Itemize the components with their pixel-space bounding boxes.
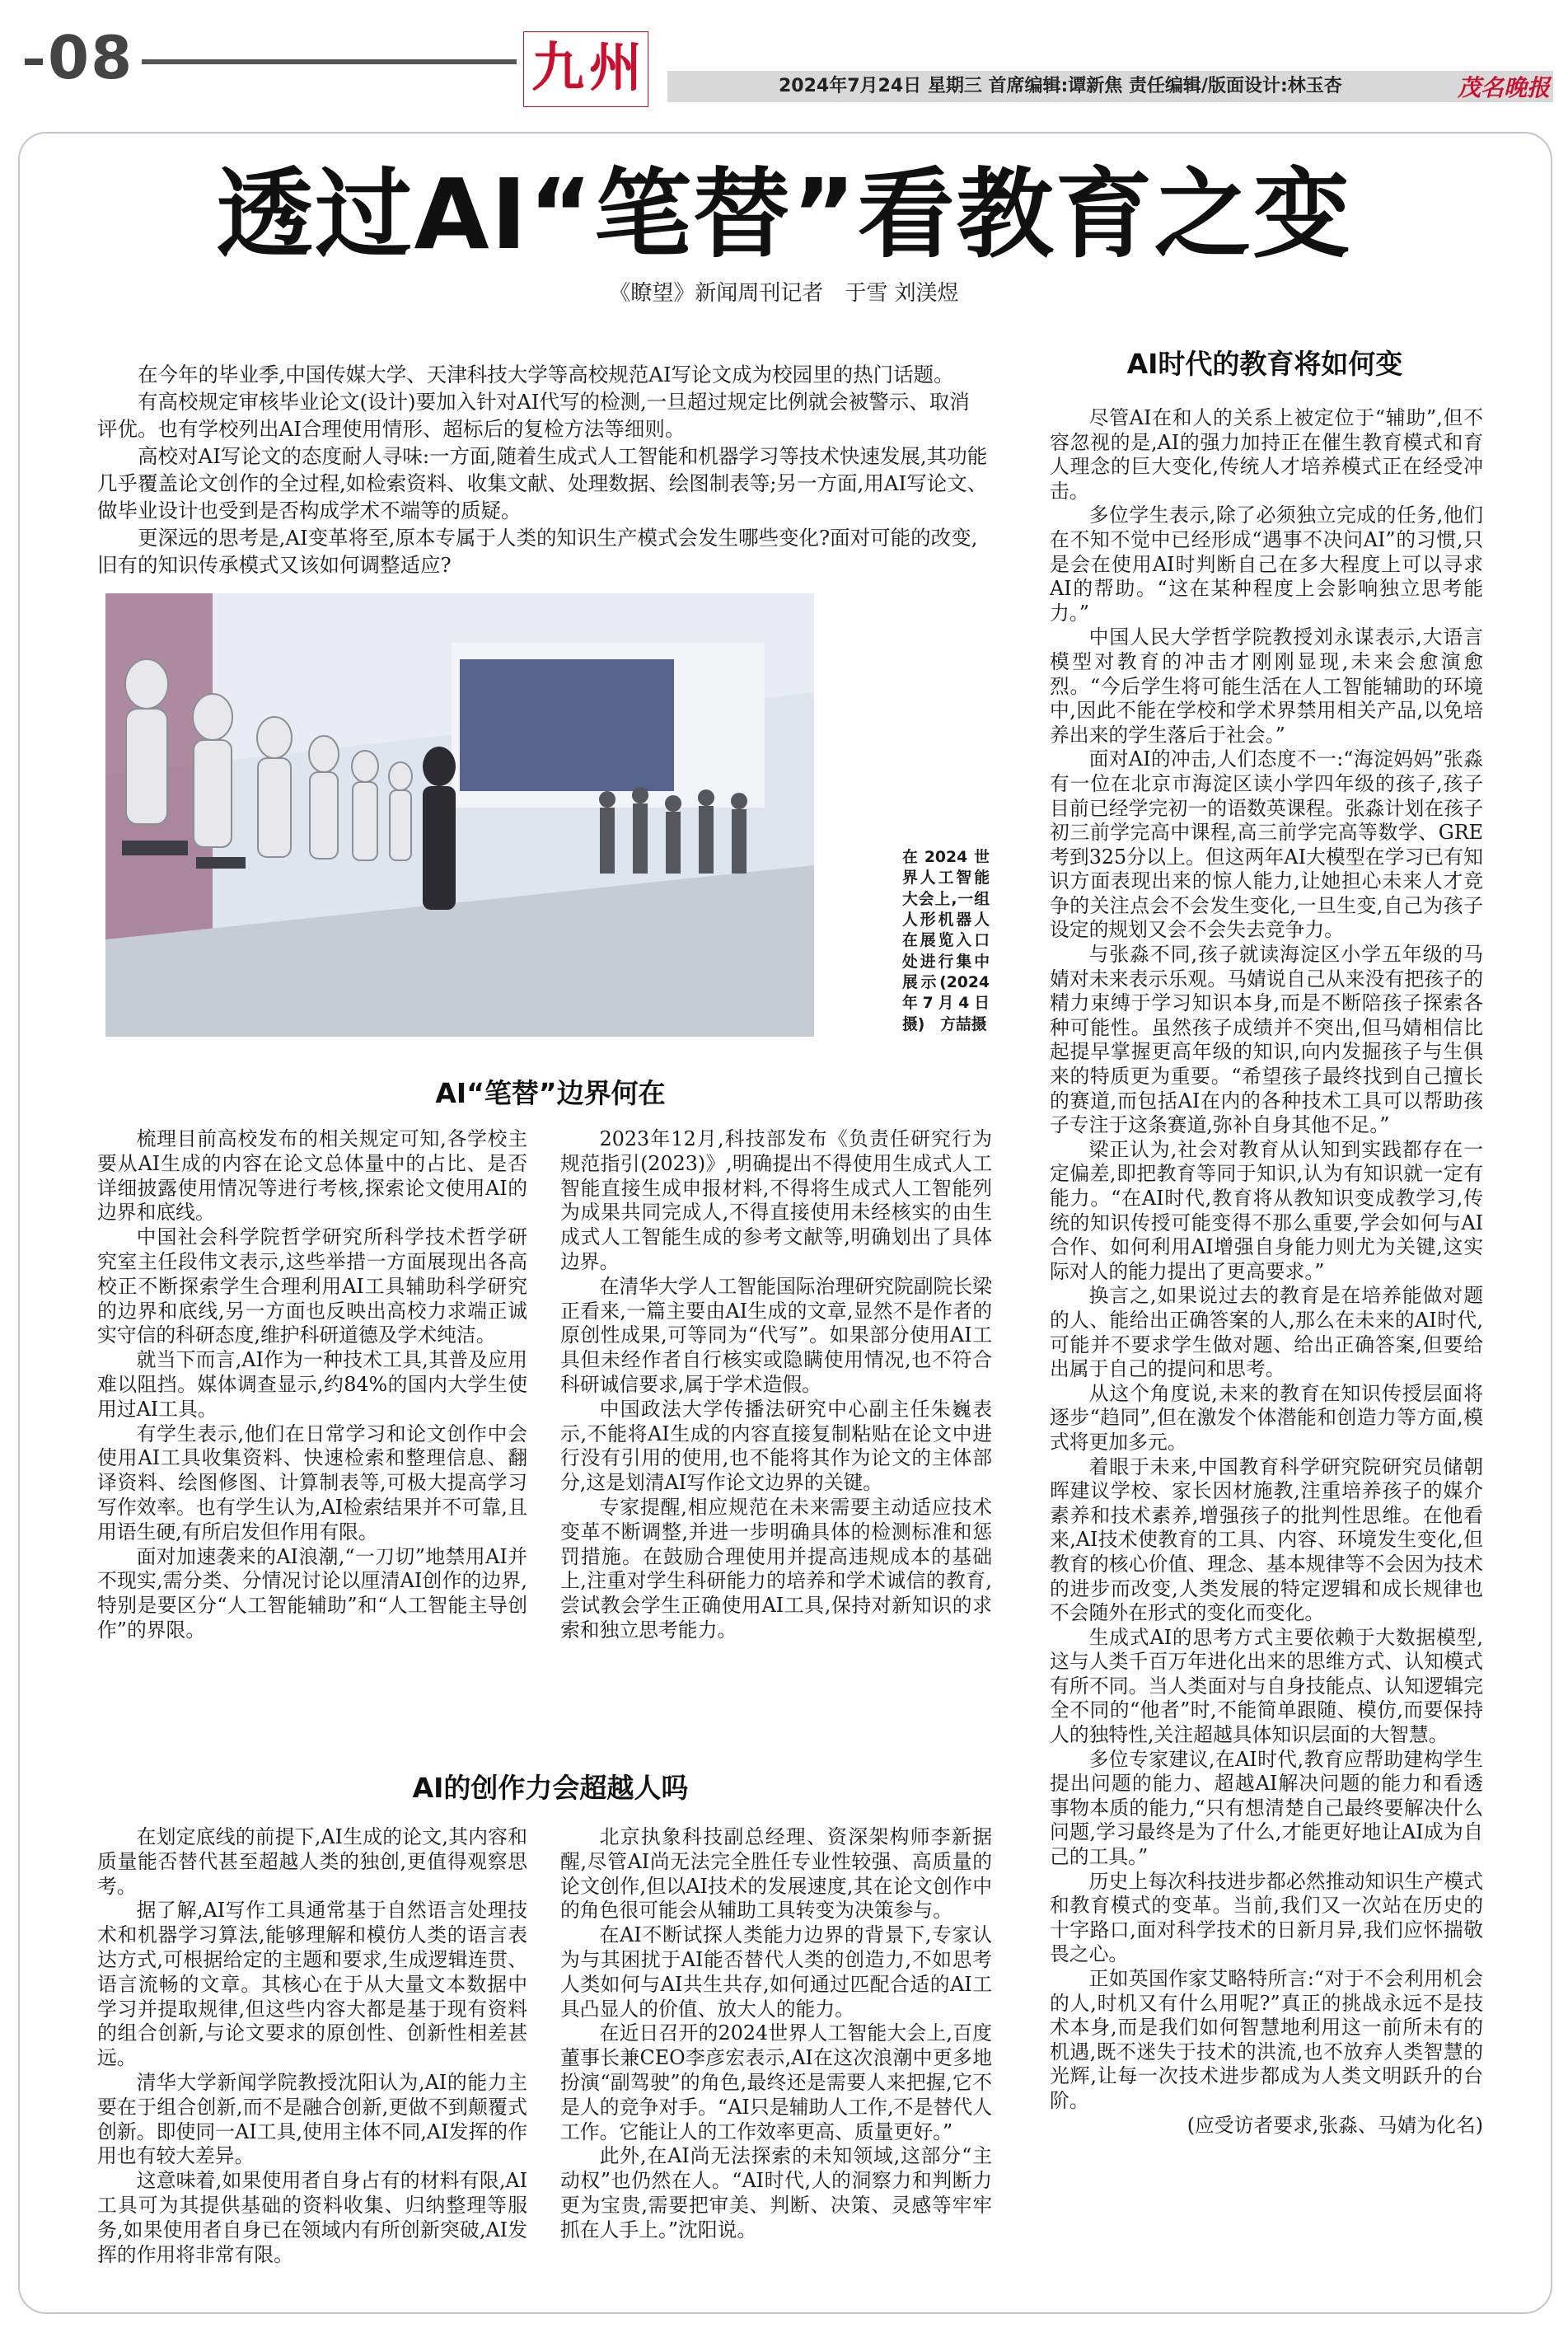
paragraph: 历史上每次科技进步都必然推动知识生产模式和教育模式的变革。当前,我们又一次站在历史的十字路口,面对科学技术的日新月异,我们应怀揣敬畏之心。 <box>1050 1869 1483 1966</box>
lead-block <box>97 361 989 578</box>
paragraph: 中国人民大学哲学院教授刘永谋表示,大语言模型对教育的冲击才刚刚显现,未来会愈演愈烈。“今后学生将可能生活在人工智能辅助的环境中,因此不能在学校和学术界禁用相关产品,以免培养出来的学生落后于社会。” <box>1050 625 1483 747</box>
paragraph: 换言之,如果说过去的教育是在培养能做对题的人、能给出正确答案的人,那么在未来的AI时代,可能并不要求学生做对题、给出正确答案,但要给出属于自己的提问和思考。 <box>1050 1284 1483 1381</box>
section-title: AI“笔替”边界何在 <box>435 1077 666 1109</box>
section3-column <box>1050 406 1483 2138</box>
section1-right-column <box>560 1127 992 1643</box>
author-note: (应受访者要求,张淼、马婧为化名) <box>1187 2113 1483 2137</box>
paragraph: 从这个角度说,未来的教育在知识传授层面将逐步“趋同”,但在激发个体潜能和创造力等方面,模式将更加多元。 <box>1050 1381 1483 1454</box>
paragraph: 中国社会科学院哲学研究所科学技术哲学研究室主任段伟文表示,这些举措一方面展现出各高校正不断探索学生合理利用AI工具辅助科学研究的边界和底线,另一方面也反映出高校力求端正诚实守信的科研态度,维护科研道德及学术纯洁。 <box>97 1225 527 1347</box>
byline: 《瞭望》新闻周刊记者 于雪 刘渼煜 <box>609 281 959 306</box>
paragraph: 梁正认为,社会对教育从认知到实践都存在一定偏差,即把教育等同于知识,认为有知识就一定有能力。“在AI时代,教育将从教知识变成教学习,传统的知识传授可能变得不那么重要,学会如何与AI合作、如何利用AI增强自身能力则尤为关键,这实际对人的能力提出了更高要求。” <box>1050 1137 1483 1283</box>
paragraph: 就当下而言,AI作为一种技术工具,其普及应用难以阻挡。媒体调查显示,约84%的国内大学生使用过AI工具。 <box>97 1348 527 1421</box>
paragraph: 2023年12月,科技部发布《负责任研究行为规范指引(2023)》,明确提出不得使用生成式人工智能直接生成申报材料,不得将生成式人工智能列为成果共同完成人,不得直接使用未经核实的由生成式人工智能生成的参考文献等,明确划出了具体边界。 <box>560 1127 992 1273</box>
page-number: 08 <box>25 25 133 91</box>
paragraph: 正如英国作家艾略特所言:“对于不会利用机会的人,时机又有什么用呢?”真正的挑战永远不是技术本身,而是我们如何智慧地利用这一前所未有的机遇,既不迷失于技术的洪流,也不放弃人类智慧的光辉,让每一次技术进步都成为人类文明跃升的台阶。 <box>1050 1967 1483 2112</box>
headline: 透过AI“笔替”看教育之变 <box>216 157 1352 271</box>
paragraph: 梳理目前高校发布的相关规定可知,各学校主要从AI生成的内容在论文总体量中的占比、是否详细披露使用情况等进行考核,探索论文使用AI的边界和底线。 <box>97 1127 527 1225</box>
newspaper-brand: 茂名晚报 <box>1457 74 1550 101</box>
lead-paragraph: 有高校规定审核毕业论文(设计)要加入针对AI代写的检测,一旦超过规定比例就会被警示、取消评优。也有学校列出AI合理使用情形、超标后的复检方法等细则。 <box>97 390 970 441</box>
paragraph: 在清华大学人工智能国际治理研究院副院长梁正看来,一篇主要由AI生成的文章,显然不是作者的原创性成果,可等同为“代写”。如果部分使用AI工具但未经作者自行核实或隐瞒使用情况,也不符合科研诚信要求,属于学术造假。 <box>560 1274 992 1396</box>
section-title: AI时代的教育将如何变 <box>1126 348 1403 380</box>
lead-paragraph: 在今年的毕业季,中国传媒大学、天津科技大学等高校规范AI写论文成为校园里的热门话题。 <box>138 363 954 386</box>
paragraph: 尽管AI在和人的关系上被定位于“辅助”,但不容忽视的是,AI的强力加持正在催生教育模式和育人理念的巨大变化,传统人才培养模式正在经受冲击。 <box>1050 406 1483 503</box>
lead-paragraph: 更深远的思考是,AI变革将至,原本专属于人类的知识生产模式会发生哪些变化?面对可能的改变,旧有的知识传承模式又该如何调整适应? <box>97 526 978 577</box>
paragraph: 在划定底线的前提下,AI生成的论文,其内容和质量能否替代甚至超越人类的独创,更值得观察思考。 <box>97 1825 527 1898</box>
paragraph: 面对加速袭来的AI浪潮,“一刀切”地禁用AI并不现实,需分类、分情况讨论以厘清AI创作的边界,特别是要区分“人工智能辅助”和“人工智能主导创作”的界限。 <box>97 1544 527 1642</box>
paragraph: 在近日召开的2024世界人工智能大会上,百度董事长兼CEO李彦宏表示,AI在这次浪潮中更多地扮演“副驾驶”的角色,最终还是需要人来把握,它不是人的竞争对手。“AI只是辅助人工作,不是替代人工作。它能让人的工作效率更高、质量更好。” <box>560 2021 992 2143</box>
lead-paragraph: 高校对AI写论文的态度耐人寻味:一方面,随着生成式人工智能和机器学习等技术快速发展,其功能几乎覆盖论文创作的全过程,如检索资料、收集文献、处理数据、绘图制表等;另一方面,用AI写论文、做毕业设计也受到是否构成学术不端等的质疑。 <box>97 444 988 522</box>
section-name: 九州 <box>531 37 647 99</box>
dateline: 2024年7月24日 星期三 首席编辑:谭新焦 责任编辑/版面设计:林玉杏 <box>779 76 1342 96</box>
paragraph: 面对AI的冲击,人们态度不一:“海淀妈妈”张淼有一位在北京市海淀区读小学四年级的孩子,孩子目前已经学完初一的语数英课程。张淼计划在孩子初三前学完高中课程,高三前学完高等数学、GRE考到325分以上。但这两年AI大模型在学习已有知识方面表现出来的惊人能力,让她担心未来人才竞争的关注点会不会发生变化,一旦生变,自己为孩子设定的规划又会不会失去竞争力。 <box>1050 747 1483 942</box>
paragraph: 清华大学新闻学院教授沈阳认为,AI的能力主要在于组合创新,而不是融合创新,更做不到颠覆式创新。即使同一AI工具,使用主体不同,AI发挥的作用也有较大差异。 <box>97 2070 527 2168</box>
paragraph: 中国政法大学传播法研究中心副主任朱巍表示,不能将AI生成的内容直接复制粘贴在论文中进行没有引用的使用,也不能将其作为论文的主体部分,这是划清AI写作论文边界的关键。 <box>560 1397 992 1495</box>
section-title: AI的创作力会超越人吗 <box>412 1772 689 1804</box>
section2-left-column <box>97 1825 527 2267</box>
masthead-rule <box>142 59 517 64</box>
photo-illustration <box>105 593 814 1037</box>
paragraph: 据了解,AI写作工具通常基于自然语言处理技术和机器学习算法,能够理解和模仿人类的语言表达方式,可根据给定的主题和要求,生成逻辑连贯、语言流畅的文章。其核心在于从大量文本数据中学习并提取规律,但这些内容大都是基于现有资料的组合创新,与论文要求的原创性、创新性相差甚远。 <box>97 1899 527 2070</box>
paragraph: 北京执象科技副总经理、资深架构师李新据醒,尽管AI尚无法完全胜任专业性较强、高质量的论文创作,但以AI技术的发展速度,其在论文创作中的角色很可能会从辅助工具转变为决策参与。 <box>560 1825 992 1923</box>
robot-exhibition-photo <box>105 593 814 1037</box>
photo-caption: 在2024世界人工智能大会上,一组人形机器人在展览入口处进行集中展示(2024年7月4日摄) 方喆摄 <box>902 849 990 1033</box>
paragraph: 这意味着,如果使用者自身占有的材料有限,AI工具可为其提供基础的资料收集、归纳整理等服务,如果使用者自身已在领域内有所创新突破,AI发挥的作用将非常有限。 <box>97 2169 527 2266</box>
paragraph: 着眼于未来,中国教育科学研究院研究员储朝晖建议学校、家长因材施教,注重培养孩子的媒介素养和技术素养,增强孩子的批判性思维。在他看来,AI技术使教育的工具、内容、环境发生变化,但教育的核心价值、理念、基本规律等不会因为技术的进步而改变,人类发展的特定逻辑和成长规律也不会随外在形式的变化而变化。 <box>1050 1454 1483 1625</box>
paragraph: 有学生表示,他们在日常学习和论文创作中会使用AI工具收集资料、快速检索和整理信息、翻译资料、绘图修图、计算制表等,可极大提高学习写作效率。也有学生认为,AI检索结果并不可靠,且用语生硬,有所启发但作用有限。 <box>97 1422 527 1543</box>
paragraph: 生成式AI的思考方式主要依赖于大数据模型,这与人类千百万年进化出来的思维方式、认知模式有所不同。当人类面对与自身技能点、认知逻辑完全不同的“他者”时,不能简单跟随、模仿,而要保持人的独特性,关注超越具体知识层面的大智慧。 <box>1050 1625 1483 1747</box>
masthead <box>0 0 1568 124</box>
section2-right-column <box>560 1825 992 2243</box>
paragraph: 此外,在AI尚无法探索的未知领域,这部分“主动权”也仍然在人。“AI时代,人的洞察力和判断力更为宝贵,需要把审美、判断、决策、灵感等牢牢抓在人手上。”沈阳说。 <box>560 2144 992 2241</box>
paragraph: 多位专家建议,在AI时代,教育应帮助建构学生提出问题的能力、超越AI解决问题的能力和看透事物本质的能力,“只有想清楚自己最终要解决什么问题,学习最终是为了什么,才能更好地让AI成为自己的工具。” <box>1050 1747 1483 1869</box>
paragraph: 与张淼不同,孩子就读海淀区小学五年级的马婧对未来表示乐观。马婧说自己从来没有把孩子的精力束缚于学习知识本身,而是不断陪孩子探索各种可能性。虽然孩子成绩并不突出,但马婧相信比起提早掌握更高年级的知识,向内发掘孩子与生俱来的特质更为重要。“希望孩子最终找到自己擅长的赛道,而包括AI在内的各种技术工具可以帮助孩子专注于这条赛道,弥补自身其他不足。” <box>1050 943 1483 1137</box>
paragraph: 专家提醒,相应规范在未来需要主动适应技术变革不断调整,并进一步明确具体的检测标准和惩罚措施。在鼓励合理使用并提高违规成本的基础上,注重对学生科研能力的培养和学术诚信的教育,尝试教会学生正确使用AI工具,保持对新知识的求索和独立思考能力。 <box>560 1495 992 1642</box>
dateline-bar <box>667 71 1553 102</box>
paragraph: 多位学生表示,除了必须独立完成的任务,他们在不知不觉中已经形成“遇事不决问AI”的习惯,只是会在使用AI时判断自己在多大程度上可以寻求AI的帮助。“这在某种程度上会影响独立思考能力。” <box>1050 504 1483 625</box>
paragraph: 在AI不断试探人类能力边界的背景下,专家认为与其困扰于AI能否替代人类的创造力,不如思考人类如何与AI共生共存,如何通过匹配合适的AI工具凸显人的价值、放大人的能力。 <box>560 1923 992 2021</box>
section1-left-column <box>97 1127 527 1643</box>
